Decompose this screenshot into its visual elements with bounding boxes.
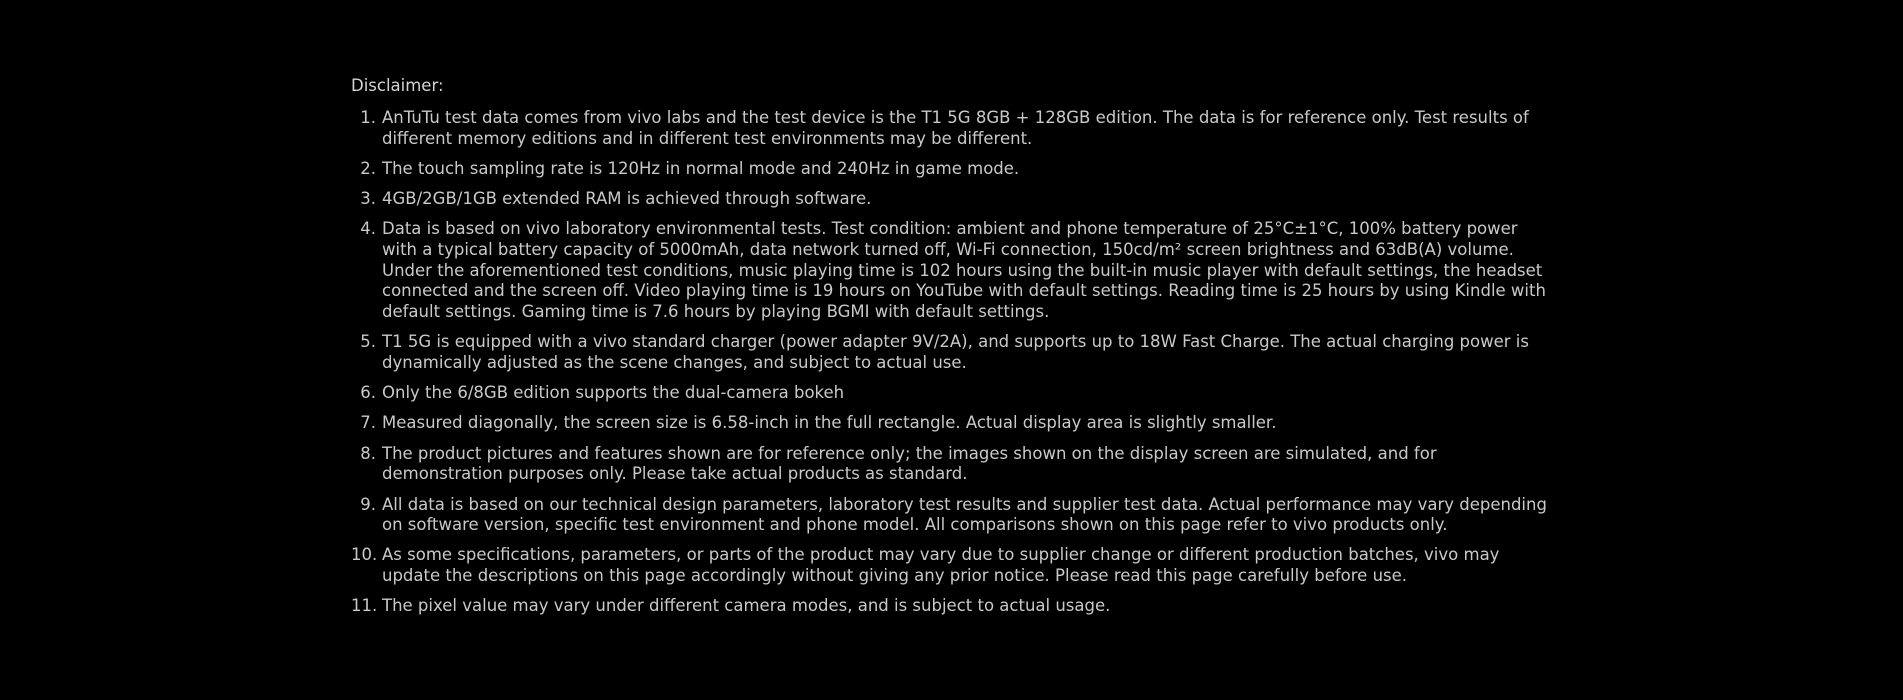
item-number: 8.: [360, 443, 376, 463]
disclaimer-item: [351, 159, 1555, 180]
item-number: 11.: [351, 596, 378, 616]
item-text: 4GB/2GB/1GB extended RAM is achieved through software.: [382, 189, 872, 209]
disclaimer-item: [351, 545, 1555, 586]
item-text: The product pictures and features shown are for reference only; the images shown on the display screen are simulated, and for demonstration purposes only. Please take actual products as standard.: [382, 443, 1437, 484]
item-text: Data is based on vivo laboratory environmental tests. Test condition: ambient and phone temperature of 25°C±1°C, 100% battery power with a typical battery capacity of 5000mAh, data network turned off, Wi-Fi connection, 150cd/m² screen brightness and 63dB(A) volume. Under the aforementioned test conditions, music playing time is 102 hours using the built-in music player with default settings, the headset connected and the screen off. Video playing time is 19 hours on YouTube with default settings. Reading time is 25 hours by using Kindle with default settings. Gaming time is 7.6 hours by playing BGMI with default settings.: [382, 219, 1546, 322]
item-number: 4.: [360, 219, 376, 239]
item-text: T1 5G is equipped with a vivo standard charger (power adapter 9V/2A), and supports up to 18W Fast Charge. The actual charging power is dynamically adjusted as the scene changes, and subject to actual use.: [382, 332, 1529, 373]
item-text: The pixel value may vary under different camera modes, and is subject to actual usage.: [382, 596, 1111, 616]
item-text: The touch sampling rate is 120Hz in normal mode and 240Hz in game mode.: [382, 158, 1020, 178]
item-text: As some specifications, parameters, or parts of the product may vary due to supplier change or different production batches, vivo may update the descriptions on this page accordingly without giving any prior notice. Please read this page carefully before use.: [382, 545, 1500, 586]
disclaimer-item: [351, 332, 1555, 373]
disclaimer-item: [351, 108, 1555, 149]
item-number: 9.: [360, 494, 376, 514]
disclaimer-item: [351, 495, 1555, 536]
item-number: 7.: [360, 413, 376, 433]
disclaimer-list: [351, 108, 1551, 617]
item-text: Measured diagonally, the screen size is 6.58-inch in the full rectangle. Actual display area is slightly smaller.: [382, 413, 1277, 433]
disclaimer-item: [351, 383, 1555, 404]
item-number: 6.: [360, 383, 376, 403]
item-text: AnTuTu test data comes from vivo labs and the test device is the T1 5G 8GB + 128GB edition. The data is for reference only. Test results of different memory editions and in different test environments may be different.: [382, 108, 1529, 148]
disclaimer-item: [351, 413, 1555, 434]
item-number: 1.: [360, 108, 376, 127]
disclaimer-title: Disclaimer:: [351, 76, 444, 95]
item-number: 2.: [360, 158, 376, 178]
item-number: 10.: [351, 545, 378, 565]
item-number: 5.: [360, 332, 376, 352]
disclaimer-section: [351, 76, 1551, 627]
disclaimer-item: [351, 219, 1555, 323]
item-text: Only the 6/8GB edition supports the dual-camera bokeh: [382, 383, 845, 403]
item-number: 3.: [360, 189, 376, 209]
disclaimer-item: [351, 444, 1555, 485]
disclaimer-item: [351, 189, 1555, 210]
disclaimer-item: [351, 596, 1555, 617]
item-text: All data is based on our technical design parameters, laboratory test results and supplier test data. Actual performance may vary depending on software version, specific test environment and phone model. All comparisons shown on this page refer to vivo products only.: [382, 494, 1547, 535]
